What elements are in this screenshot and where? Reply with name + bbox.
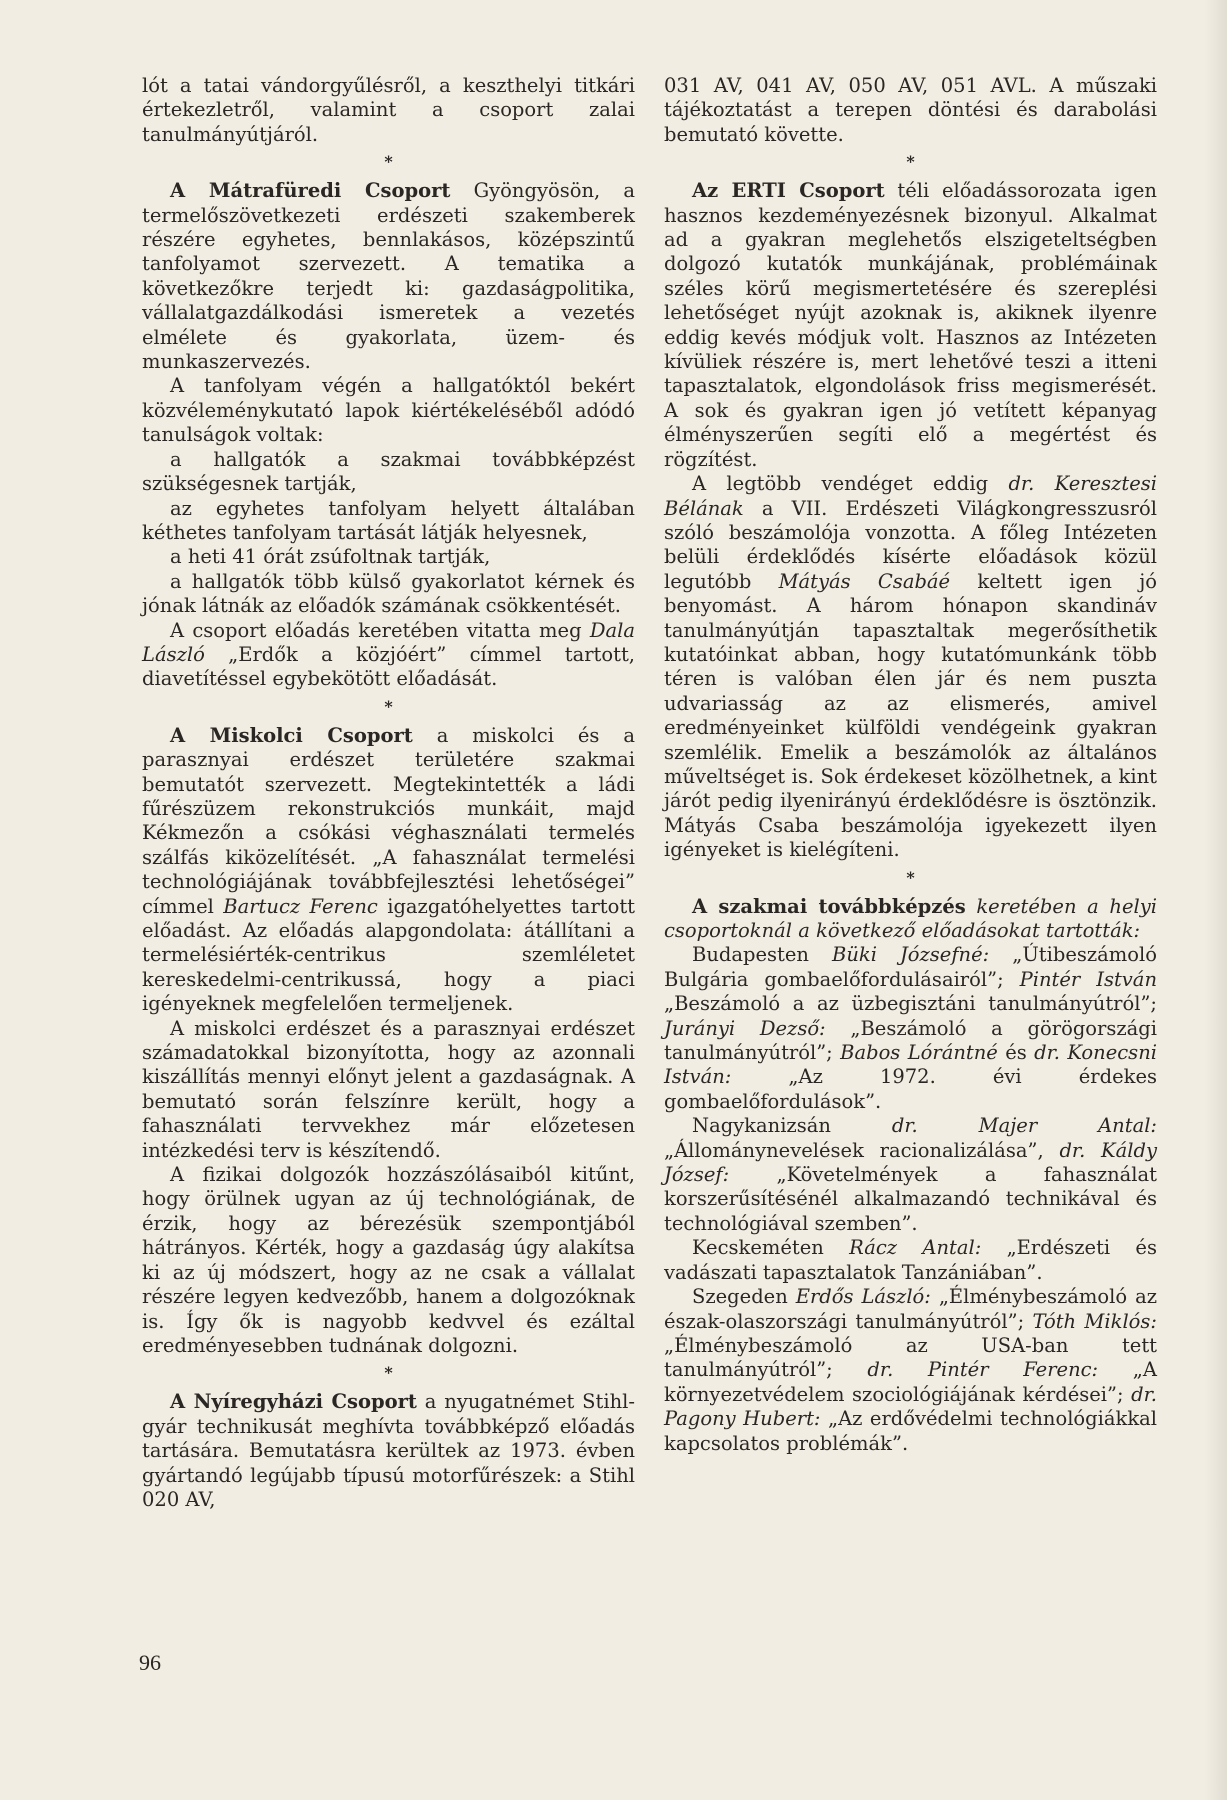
kecskemet-lectures [664,1236,1157,1285]
paragraph-text: Kecskeméten [692,1236,850,1260]
section-separator: * [384,152,393,172]
paragraph-text: Budapesten [692,943,832,967]
matrafuredi-paragraph [142,179,635,374]
section-lead: Az ERTI Csoport [692,179,885,203]
paragraph: a heti 41 órát zsúfoltnak tartják, [170,545,491,569]
paragraph-text: „Erdők a közjóért” címmel tartott, diavetítéssel egybekötött előadását. [142,642,635,691]
person-name: Büki Józsefné: [831,943,990,967]
paragraph: A fizikai dolgozók hozzászólásaiból kitűnt, hogy örülnek ugyan az új technológiának, de érzik, hogy az bérezésük szempontjából hátrányos. Kérték, hogy a gazdaság úgy alakítsa ki az új módszert, hogy az ne csak a vállalat részére legyen kedvezőbb, hanem a dolgozóknak is. Így ők is nagyobb kedvvel és ezáltal eredményesebben tudnának dolgozni. [142,1163,635,1357]
person-name: Rácz Antal: [849,1236,982,1260]
person-name: dr. Majer Antal: [891,1114,1158,1138]
budapest-lectures [664,943,1157,1114]
person-name: Pintér István [1019,967,1157,991]
paragraph-text: Gyöngyösön, a termelőszövetkezeti erdészeti szakemberek részére egyhetes, bennlakásos, középszintű tanfolyamot szervezett. A tematika a következőkre terjedt ki: gazdaságpolitika, vállalatgazdálkodási ismeretek a vezetés elmélete és gyakorlata, üzem- és munkaszervezés. [142,179,635,374]
nagykanizsa-lectures [664,1114,1157,1236]
paragraph-text: „Az erdővédelmi technológiákkal kapcsolatos problémák”. [664,1407,1158,1455]
paragraph: az egyhetes tanfolyam helyett általában kéthetes tanfolyam tartását látják helyesnek, [142,496,635,544]
paragraph [664,472,1157,863]
erti-paragraph [664,179,1157,472]
paragraph-text: Nagykanizsán [692,1114,892,1138]
paragraph-text: „Az 1972. évi érdekes gombaelőfordulások”. [664,1065,1157,1113]
section-separator: * [384,696,393,716]
paragraph-text: téli előadássorozata igen hasznos kezdeményezésnek bizonyul. Alkalmat ad a gyakran meglehetős elszigeteltségben dolgozó kutatók munkájának, problémáinak széles körű megismertetésére és szereplési lehetőséget nyújt azoknak is, akiknek ilyenre eddig kevés módjuk volt. Hasznos az Intézeten kívüliek részére is, mert lehetővé teszi a itteni tapasztalatok, elgondolások friss megismerését. A sok és gyakran igen jó vetített képanyag élményszerűen segíti elő a megértést és rögzítést. [664,179,1157,471]
person-name: dr. Káldy József: [664,1138,1157,1187]
page-edge-shadow [1205,0,1227,1800]
section-lead: A Mátrafüredi Csoport [170,179,451,203]
miskolci-paragraph [142,724,635,1017]
section-lead: A Nyíregyházi Csoport [170,1390,417,1414]
paragraph-text: „Erdészeti és vadászati tapasztalatok Tanzániában”. [664,1236,1157,1284]
paragraph-text: A csoport előadás keretében vitatta meg [170,618,590,642]
section-separator: * [906,152,915,172]
section-lead: A szakmai továbbképzés [692,894,966,918]
right-column [664,74,1157,1456]
paragraph-text: „Állománynevelések racionalizálása”, [664,1138,1060,1162]
paragraph: 031 AV, 041 AV, 050 AV, 051 AVL. A műszaki tájékoztatást a terepen döntési és darabolási bemutató követte. [664,74,1157,146]
paragraph-text: „Beszámoló a az üzbegisztáni tanulmányútról”; [664,992,1157,1016]
paragraph: a hallgatók a szakmai továbbképzést szükségesnek tartják, [142,447,635,496]
paragraph-text: igazgatóhelyettes tartott előadást. Az előadás alapgondolata: átállítani a termelésiérték-centrikus szemléletet kereskedelmi-centrikussá, hogy a piaci igényeknek megfelelően termeljenek. [142,894,636,1016]
intro-text: keretében a helyi csoportoknál a következő előadásokat tartották: [664,894,1157,942]
paragraph-text: A legtöbb vendéget eddig [692,472,1009,496]
person-name: Mátyás Csabáé [778,569,951,593]
person-name: dr. Keresztesi Bélának [664,472,1157,520]
paragraph-text: „Élménybeszámoló az USA-ban tett tanulmányútról”; [664,1333,1157,1382]
paragraph [142,619,635,692]
person-name: dr. Pagony Hubert: [664,1382,1157,1431]
left-column [142,74,635,1512]
paragraph-text: „Élménybeszámoló az észak-olaszországi tanulmányútról”; [664,1285,1157,1333]
paragraph-text: Szegeden [692,1285,796,1309]
paragraph-text: és [997,1041,1035,1065]
section-separator: * [384,1363,393,1383]
szeged-lectures [664,1285,1157,1456]
person-name: Babos Lórántné [840,1041,998,1065]
page-number: 96 [139,1650,161,1675]
person-name: Jurányi Dezső: [664,1016,826,1040]
paragraph-text: „Követelmények a fahasználat korszerűsítésénél alkalmazandó technikával és technológiával szemben”. [664,1163,1157,1235]
paragraph-text: a VII. Erdészeti Világkongresszusról szóló beszámolója vonzotta. A főleg Intézeten belüli érdeklődés kísérte előadások közül legutóbb [664,496,1157,593]
paragraph-text: „A környezetvédelem szociológiájának kérdései”; [664,1358,1157,1406]
person-name: Tóth Miklós: [1032,1309,1157,1333]
person-name: dr. Konecsni István: [664,1041,1157,1089]
person-name: dr. Pintér Ferenc: [867,1358,1099,1382]
paragraph: A tanfolyam végén a hallgatóktól bekért közvéleménykutató lapok kiértékeléséből adódó tanulságok voltak: [142,374,635,447]
person-name: Dala László [142,618,635,666]
lectures-intro-paragraph [664,895,1157,944]
paragraph: a hallgatók több külső gyakorlatot kérnek és jónak látnák az előadók számának csökkentését. [142,569,635,618]
paragraph-text: keltett igen jó benyomást. A három hónapon skandináv tanulmányútján tapasztaltak megerősíthetik kutatóinkat abban, hogy kutatómunkánk több téren is valóban élen jár és nem puszta udvariasság az az elismerés, amivel eredményeinket külföldi vendégeink gyakran szemlélik. Emelik a beszámolók az általános műveltséget is. Sok érdekeset közölhetnek, a kint járót pedig ilyenirányú érdeklődésre is ösztönzik. Mátyás Csaba beszámolója igyekezett ilyen igényeket is kielégíteni. [664,569,1158,862]
paragraph-text: „Útibeszámoló Bulgária gombaelőfordulásairól”; [664,943,1157,991]
section-separator: * [906,867,915,887]
paragraph-text: „Beszámoló a görögországi tanulmányútról”; [664,1016,1157,1065]
section-lead: A Miskolci Csoport [170,723,413,747]
paragraph: A miskolci erdészet és a parasznyai erdészet számadatokkal bizonyította, hogy az azonnali kiszállítás mennyi előnyt jelent a gazdaságnak. A bemutató során felszínre került, hogy a fahasználati tervvekhez már előzetesen intézkedési terv is készítendő. [142,1016,635,1162]
nyiregyhazi-paragraph [142,1390,635,1512]
left-paragraph: lót a tatai vándorgyűlésről, a keszthelyi titkári értekezletről, valamint a csoport zalai tanulmányútjáról. [142,74,635,146]
paragraph-text: a nyugatnémet Stihl-gyár technikusát meghívta továbbképző előadás tartására. Bemutatásra kerültek az 1973. évben gyártandó legújabb típusú motorfűrészek: a Stihl 020 AV, [142,1390,635,1511]
person-name: Erdős László: [795,1285,931,1309]
paragraph-text: a miskolci és a parasznyai erdészet területére szakmai bemutatót szervezett. Megtekintették a ládi fűrészüzem rekonstrukciós munkáit, majd Kékmezőn a csókási véghasználati termelés szálfás kiközelítését. „A fahasználat termelési technológiájának továbbfejlesztési lehetőségei” címmel [142,723,635,918]
person-name: Bartucz Ferenc [223,894,378,918]
